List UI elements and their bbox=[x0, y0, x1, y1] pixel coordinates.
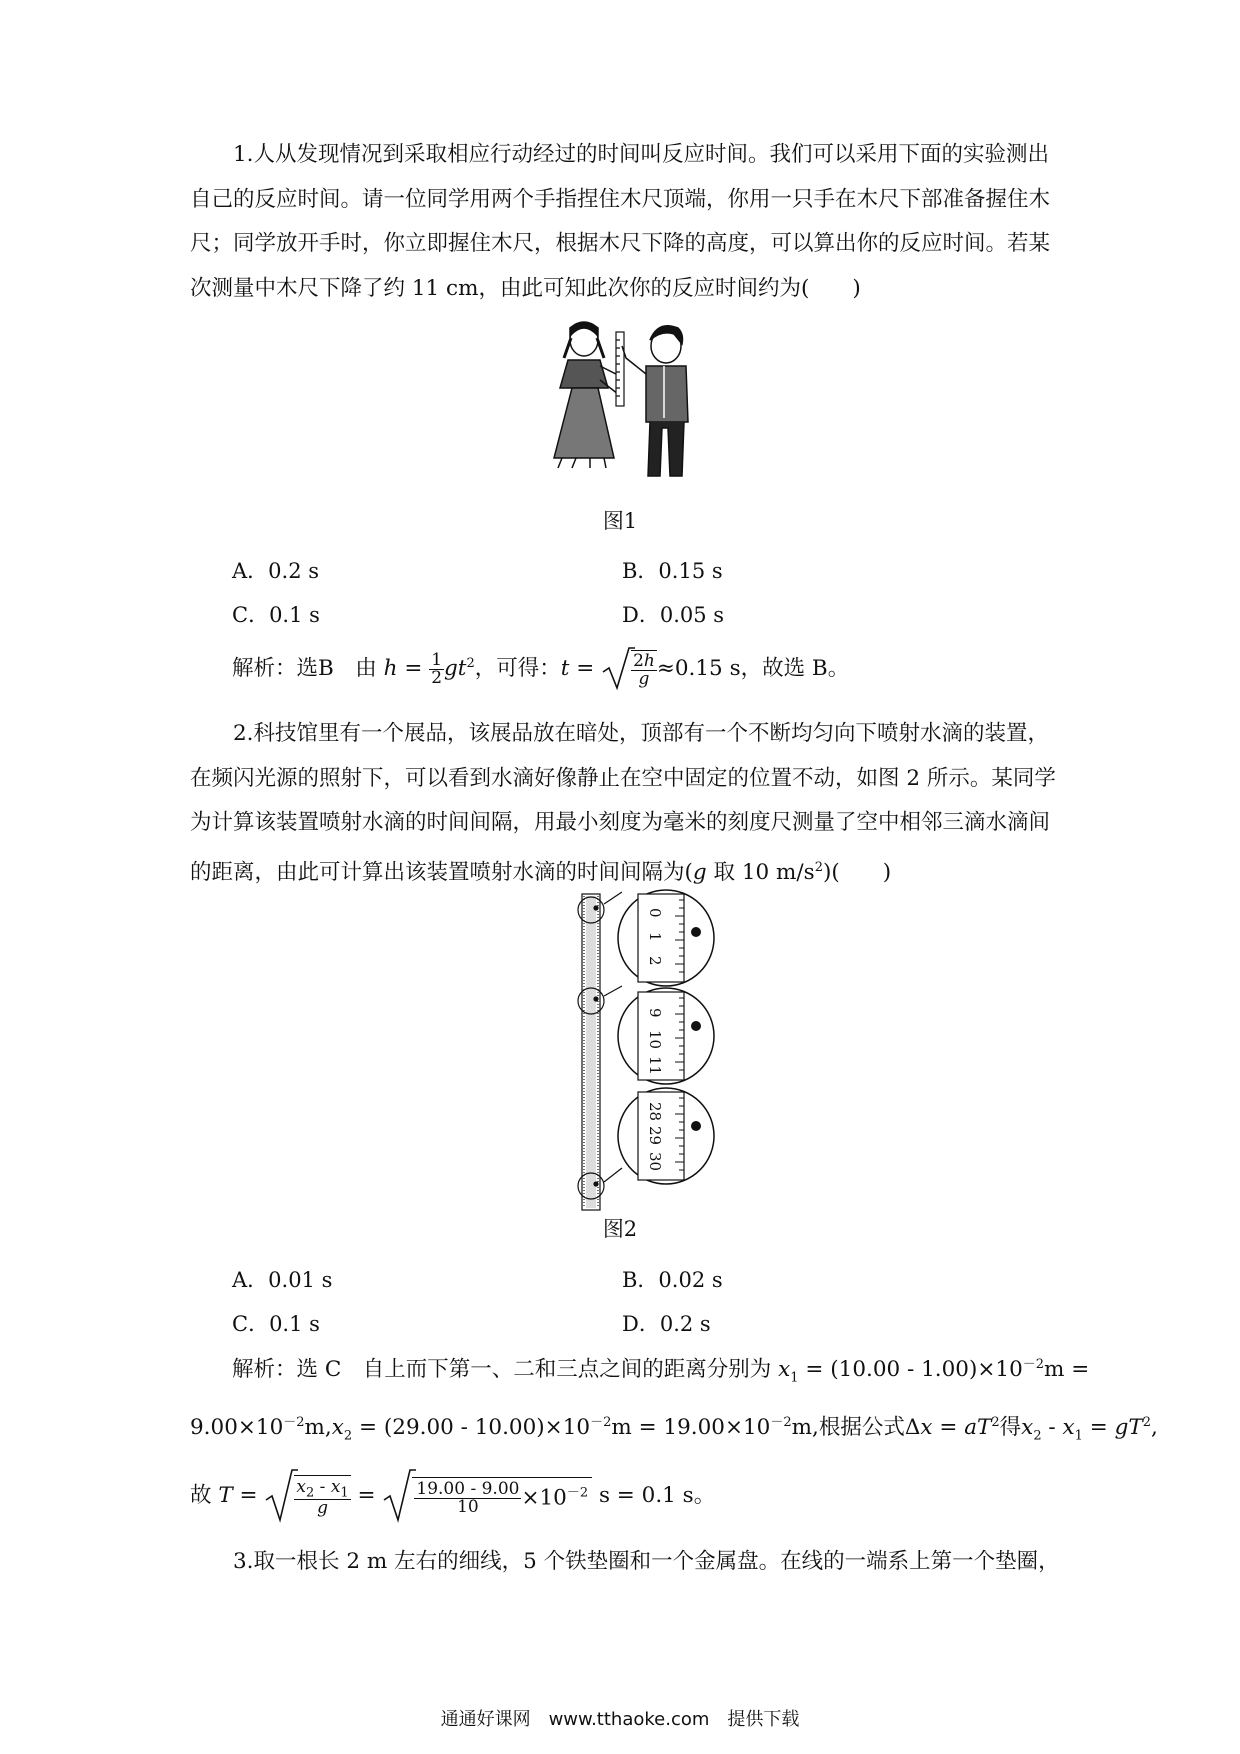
question-2-text: 2.科技馆里有一个展品，该展品放在暗处，顶部有一个不断均匀向下喷射水滴的装置，在频闪光源的照射下，可以看到水滴好像静止在空中固定的位置不动，如图 2 所示。某同学为计算该装置喷射水滴的时间间隔，用最小刻度为毫米的刻度尺测量了空中相邻三滴水滴间的距离，由此可计算出该装置喷射水滴的时间间隔为(g 取 10 $m/s^2$)( ) bbox=[190, 721, 1056, 885]
q1-option-b: B．0.15 s bbox=[622, 559, 723, 583]
sqrt-sign bbox=[264, 1468, 298, 1524]
sqrt-sign bbox=[601, 646, 635, 692]
question-1-text: 1.人从发现情况到采取相应行动经过的时间叫反应时间。我们可以采用下面的实验测出自己的反应时间。请一位同学用两个手指捏住木尺顶端，你用一只手在木尺下部准备握住木尺；同学放开手时，你立即握住木尺，根据木尺下降的高度，可以算出你的反应时间。若某次测量中木尺下降了约 11 cm，由此可知此次你的反应时间约为( ) bbox=[190, 142, 1051, 301]
ruler-label-top-0: 0 bbox=[646, 908, 664, 918]
q2-option-b: B．0.02 s bbox=[622, 1268, 723, 1292]
figure-1-caption: 图1 bbox=[602, 509, 638, 533]
ruler-label-mid-1: 10 bbox=[646, 1030, 664, 1050]
q1-option-d: D．0.05 s bbox=[622, 603, 725, 627]
q2-option-a: A．0.01 s bbox=[232, 1268, 333, 1292]
q2-option-d: D．0.2 s bbox=[622, 1312, 711, 1336]
q1-option-c: C．0.1 s bbox=[232, 603, 320, 627]
wooden-ruler bbox=[616, 332, 624, 406]
figure-2-ruler-drops bbox=[570, 886, 720, 1216]
ruler-label-mid-0: 9 bbox=[646, 1008, 664, 1018]
ruler-label-top-2: 2 bbox=[646, 956, 664, 966]
q2-solution-line-3: 故 T = $\frac{x_2 - x_1}{g}$ = $\frac{19.00 - 9.00}{10}$ $\times 10^{-2}$ s = 0.1 s。 bbox=[190, 1468, 715, 1524]
q2-solution-line-1: 解析：选 C 自上而下第一、二和三点之间的距离分别为 $x_1 = (10.00 - 1.00)\times 10^{-2}m$ = bbox=[232, 1356, 1090, 1386]
figure-1-illustration bbox=[548, 318, 698, 480]
figure-2-caption: 图2 bbox=[602, 1217, 638, 1241]
q1-solution: 解析：选B 由 h = $\frac{1}{2}$ $gt^2$，可得：t = $\frac{2h}{g}$ ≈0.15 s，故选 B。 bbox=[232, 646, 849, 692]
question-3-text: 3.取一根长 2 m 左右的细线，5 个铁垫圈和一个金属盘。在线的一端系上第一个垫圈， bbox=[233, 1549, 1060, 1574]
ruler-label-bot-1: 29 bbox=[646, 1126, 664, 1146]
q1-option-a: A．0.2 s bbox=[232, 559, 320, 583]
page-footer: 通通好课网 www.tthaoke.com 提供下载 bbox=[440, 1709, 800, 1730]
boy-drawing bbox=[622, 326, 688, 476]
girl-drawing bbox=[554, 322, 620, 468]
ruler-label-bot-2: 30 bbox=[646, 1152, 664, 1172]
sqrt-sign bbox=[382, 1468, 416, 1524]
ruler-label-top-1: 1 bbox=[646, 932, 664, 942]
q2-solution-line-2: $9.00\times 10^{-2}m,x_2 = (29.00 - 10.00)\times 10^{-2}m = 19.00\times 10^{-2}m$,根据公式$\Delta x = aT^2$得$x_2 - x_1 = gT^2$, bbox=[190, 1414, 1158, 1444]
q2-option-c: C．0.1 s bbox=[232, 1312, 320, 1336]
ruler-label-bot-0: 28 bbox=[646, 1102, 664, 1122]
ruler-label-mid-2: 11 bbox=[646, 1056, 664, 1076]
